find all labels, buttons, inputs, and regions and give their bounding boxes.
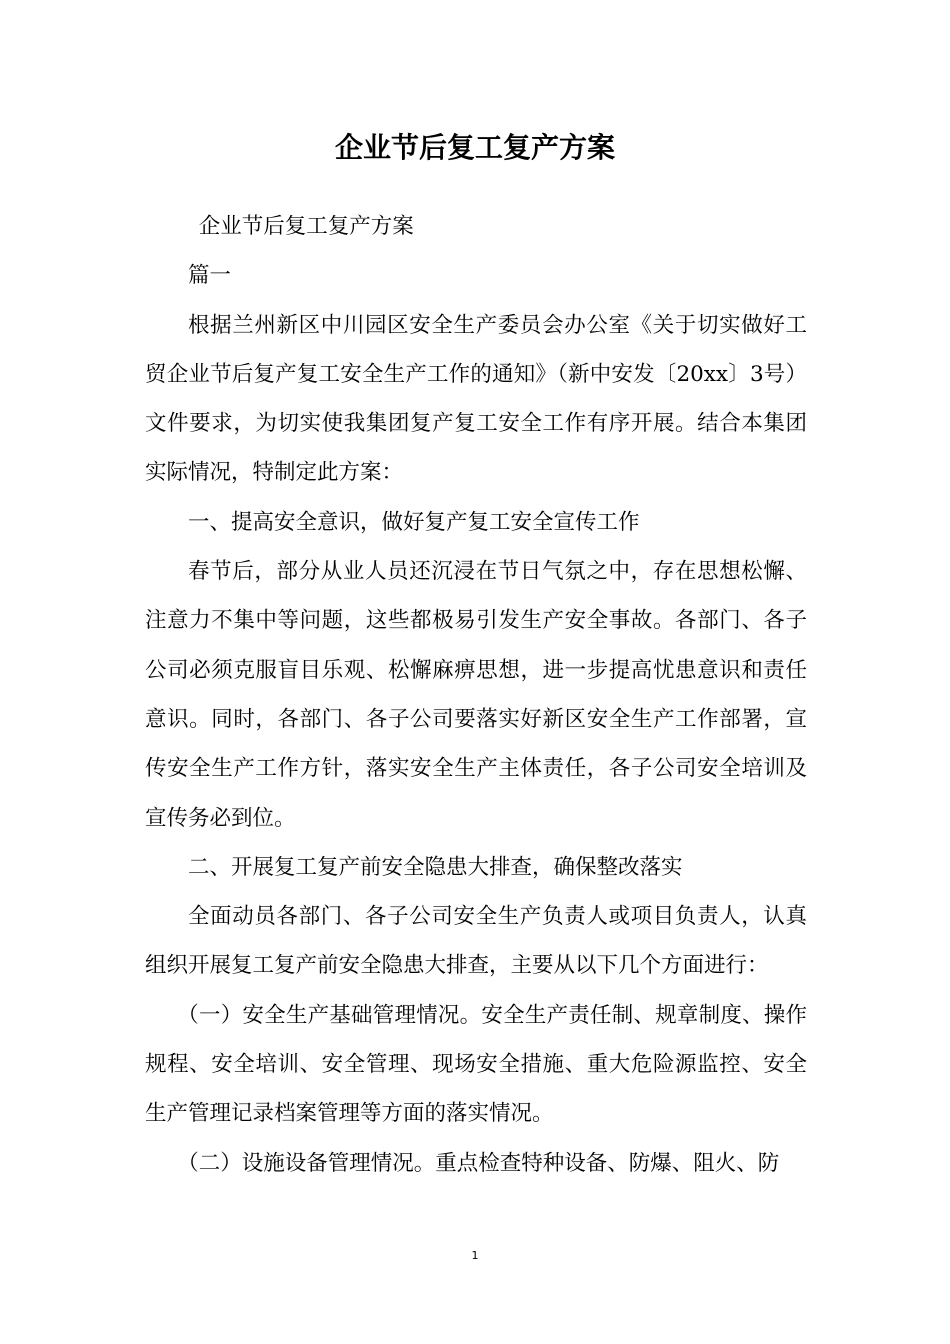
document-body — [145, 202, 807, 1188]
heading-section-1: 一、提高安全意识，做好复产复工安全宣传工作 — [188, 509, 640, 535]
heading-section-2: 二、开展复工复产前安全隐患大排查，确保整改落实 — [188, 854, 683, 880]
document-subtitle: 企业节后复工复产方案 — [198, 214, 414, 239]
list-item-1: （一）安全生产基础管理情况。安全生产责任制、规章制度、操作规程、安全培训、安全管理、现场安全措施、重大危险源监控、安全生产管理记录档案管理等方面的落实情况。 — [145, 1002, 807, 1127]
paragraph-section-2: 全面动员各部门、各子公司安全生产负责人或项目负责人，认真组织开展复工复产前安全隐患大排查，主要从以下几个方面进行： — [145, 904, 807, 979]
page-number: 1 — [471, 1249, 479, 1262]
paragraph-intro: 根据兰州新区中川园区安全生产委员会办公室《关于切实做好工贸企业节后复产复工安全生产工作的通知》（新中安发〔20xx〕3号）文件要求，为切实使我集团复产复工安全工作有序开展。结合本集团实际情况，特制定此方案： — [145, 312, 807, 486]
list-item-2: （二）设施设备管理情况。重点检查特种设备、防爆、阻火、防 — [177, 1150, 780, 1176]
section-label: 篇一 — [188, 263, 232, 289]
document-title: 企业节后复工复产方案 — [334, 131, 615, 164]
paragraph-section-1: 春节后，部分从业人员还沉浸在节日气氛之中，存在思想松懈、注意力不集中等问题，这些都极易引发生产安全事故。各部门、各子公司必须克服盲目乐观、松懈麻痹思想，进一步提高忧患意识和责任意识。同时，各部门、各子公司要落实好新区安全生产工作部署，宣传安全生产工作方针，落实安全生产主体责任，各子公司安全培训及宣传务必到位。 — [145, 559, 807, 831]
